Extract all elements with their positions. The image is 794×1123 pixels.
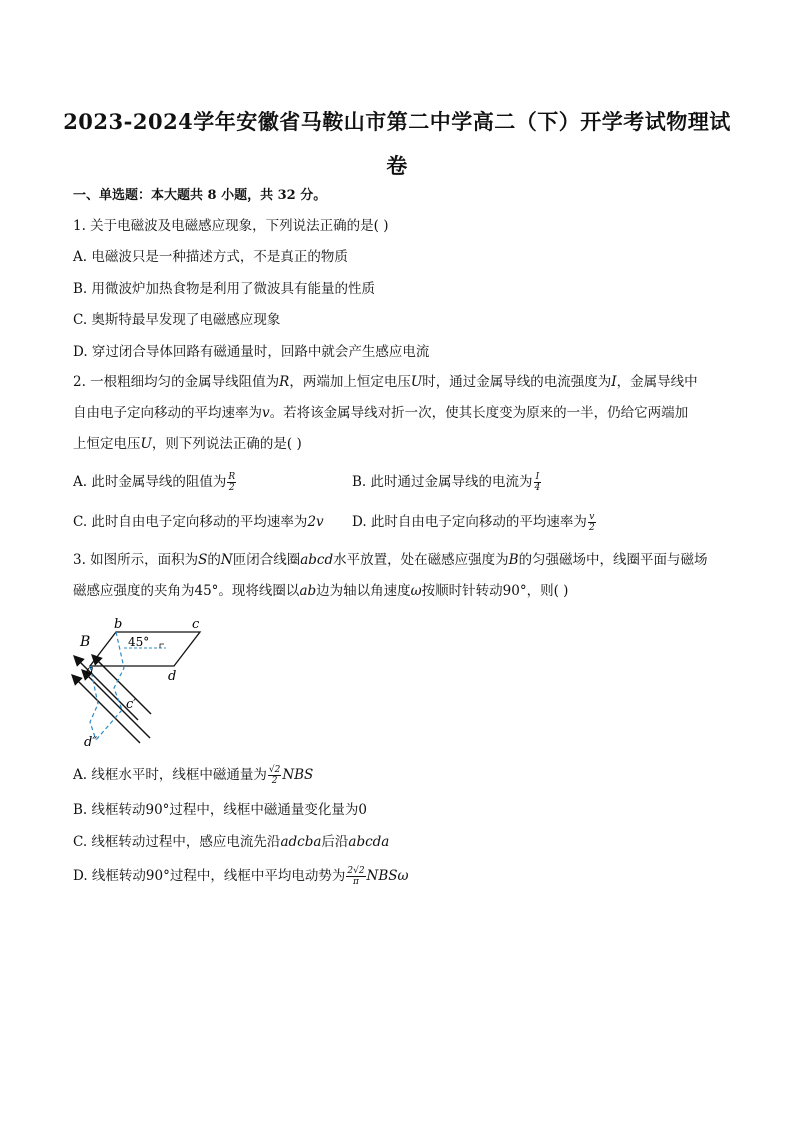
fraction: $\frac{v}{2}$ (588, 512, 595, 533)
q1-option-b: B. 用微波炉加热食物是利用了微波具有能量的性质 (73, 281, 376, 297)
q2-option-b: B. 此时通过金属导线的电流为 $\frac{I}{4}$ (352, 472, 541, 493)
q1-stem: 1. 关于电磁波及电磁感应现象，下列说法正确的是( ) (73, 218, 389, 234)
label-d-double-prime: d″ (84, 735, 98, 750)
q2-option-a: A. 此时金属导线的阻值为 $\frac{R}{2}$ (73, 472, 236, 493)
label-c-prime: c′ (126, 697, 137, 712)
fraction: $\frac{I}{4}$ (534, 472, 541, 493)
section-heading: 一、单选题：本大题共 8 小题，共 32 分。 (73, 188, 327, 203)
label-angle: 45° (128, 635, 150, 649)
q3-option-d: D. 线框转动90°过程中，线框中平均电动势为 $\frac{2√2}{\pi}$ NBSω (73, 866, 409, 887)
label-b: b (114, 617, 123, 632)
coil-rotated-edge (96, 710, 122, 740)
title-line-1: 2023-2024学年安徽省马鞍山市第二中学高二（下）开学考试物理试 (63, 109, 731, 134)
coil-magnetic-field-figure (66, 608, 226, 758)
label-d: d (168, 669, 177, 684)
right-angle-mark (160, 644, 164, 648)
q2-stem-line-1: 2. 一根粗细均匀的金属导线阻值为R，两端加上恒定电压U时，通过金属导线的电流强度为I，金属导线中 (73, 374, 698, 390)
fraction: $\frac{2√2}{\pi}$ (347, 866, 365, 887)
fraction: $\frac{√2}{2}$ (268, 765, 281, 786)
q2-stem-line-3: 上恒定电压U，则下列说法正确的是( ) (73, 436, 302, 452)
q2-stem-line-2: 自由电子定向移动的平均速率为v。若将该金属导线对折一次，使其长度变为原来的一半，仍给它两端加 (73, 405, 689, 421)
q3-stem-line-1: 3. 如图所示，面积为S的N匝闭合线圈abcd水平放置，处在磁感应强度为B的匀强磁场中，线圈平面与磁场 (73, 552, 708, 568)
q1-option-d: D. 穿过闭合导体回路有磁通量时，回路中就会产生感应电流 (73, 344, 430, 360)
q1-option-c: C. 奥斯特最早发现了电磁感应现象 (73, 312, 281, 328)
label-c: c (192, 617, 200, 632)
label-a: a (86, 663, 94, 678)
q3-option-b: B. 线框转动90°过程中，线框中磁通量变化量为0 (73, 802, 368, 818)
exam-title (60, 100, 734, 188)
q3-option-c: C. 线框转动过程中，感应电流先沿adcba后沿abcda (73, 834, 390, 850)
q3-stem-line-2: 磁感应强度的夹角为45°。现将线圈以ab边为轴以角速度ω按顺时针转动90°，则( ) (73, 583, 569, 599)
q2-option-d: D. 此时自由电子定向移动的平均速率为 $\frac{v}{2}$ (352, 512, 595, 533)
title-line-2: 卷 (386, 153, 408, 178)
q3-option-a: A. 线框水平时，线框中磁通量为 $\frac{√2}{2}$ NBS (73, 765, 314, 786)
q1-option-a: A. 电磁波只是一种描述方式，不是真正的物质 (73, 249, 348, 265)
fraction: $\frac{R}{2}$ (228, 472, 236, 493)
label-B: B (80, 634, 91, 650)
q2-option-c: C. 此时自由电子定向移动的平均速率为2v (73, 514, 324, 530)
